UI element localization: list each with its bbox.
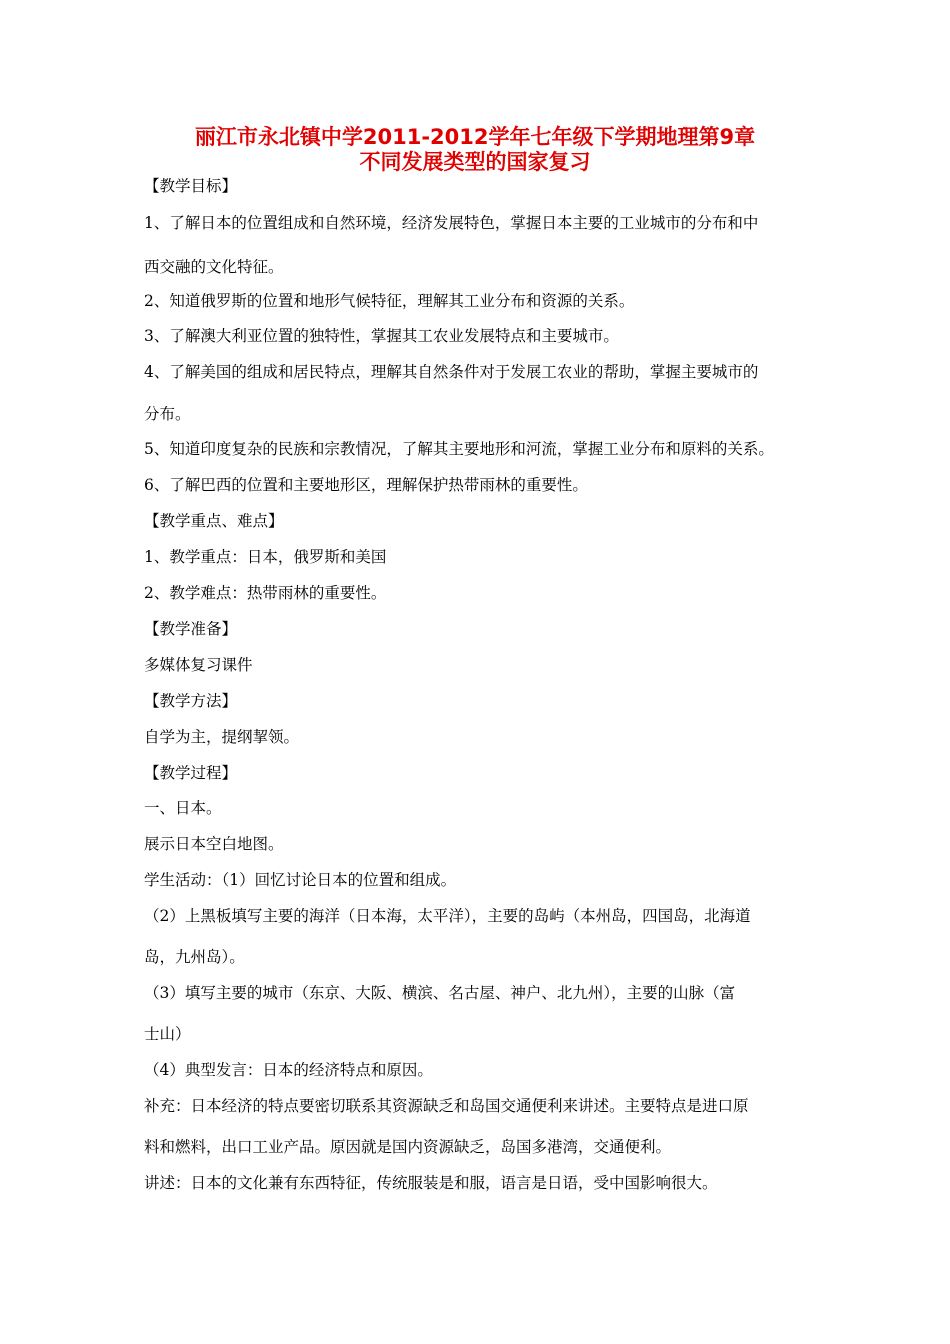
key-point-2: 2、教学难点：热带雨林的重要性。 (144, 584, 387, 602)
methods-text: 自学为主，提纲挈领。 (144, 728, 300, 746)
process-student-activity: 学生活动：（1）回忆讨论日本的位置和组成。 (144, 871, 457, 889)
section-heading-key-points: 【教学重点、难点】 (144, 512, 284, 530)
process-activity-3-continued: 士山） (144, 1025, 191, 1043)
objective-1-continued: 西交融的文化特征。 (144, 258, 284, 276)
lecture-text: 讲述：日本的文化兼有东西特征，传统服装是和服，语言是日语，受中国影响很大。 (144, 1174, 718, 1192)
process-step-map: 展示日本空白地图。 (144, 835, 284, 853)
objective-6: 6、了解巴西的位置和主要地形区，理解保护热带雨林的重要性。 (144, 476, 588, 494)
section-heading-preparation: 【教学准备】 (144, 620, 238, 638)
objective-3: 3、了解澳大利亚位置的独特性，掌握其工农业发展特点和主要城市。 (144, 327, 619, 345)
preparation-text: 多媒体复习课件 (144, 656, 253, 674)
supplement-text: 补充：日本经济的特点要密切联系其资源缺乏和岛国交通便利来讲述。主要特点是进口原 (144, 1097, 749, 1115)
section-heading-objectives: 【教学目标】 (144, 177, 238, 195)
section-heading-methods: 【教学方法】 (144, 692, 238, 710)
key-point-1: 1、教学重点：日本，俄罗斯和美国 (144, 548, 387, 566)
process-activity-2-continued: 岛，九州岛）。 (144, 948, 245, 966)
document-title-line-2: 不同发展类型的国家复习 (359, 150, 591, 174)
section-heading-process: 【教学过程】 (144, 764, 238, 782)
process-activity-4: （4）典型发言：日本的经济特点和原因。 (144, 1061, 433, 1079)
supplement-text-continued: 料和燃料，出口工业产品。原因就是国内资源缺乏，岛国多港湾，交通便利。 (144, 1138, 672, 1156)
process-japan-heading: 一、日本。 (144, 799, 222, 817)
objective-1: 1、了解日本的位置组成和自然环境，经济发展特色，掌握日本主要的工业城市的分布和中 (144, 214, 759, 232)
document-title-line-1: 丽江市永北镇中学2011-2012学年七年级下学期地理第9章 (194, 125, 756, 149)
objective-2: 2、知道俄罗斯的位置和地形气候特征，理解其工业分布和资源的关系。 (144, 292, 635, 310)
objective-4-continued: 分布。 (144, 405, 191, 423)
process-activity-2: （2）上黑板填写主要的海洋（日本海，太平洋），主要的岛屿（本州岛，四国岛，北海道 (144, 907, 751, 925)
objective-5: 5、知道印度复杂的民族和宗教情况，了解其主要地形和河流，掌握工业分布和原料的关系。 (144, 440, 774, 458)
objective-4: 4、了解美国的组成和居民特点，理解其自然条件对于发展工农业的帮助，掌握主要城市的 (144, 363, 759, 381)
process-activity-3: （3）填写主要的城市（东京、大阪、横滨、名古屋、神户、北九州），主要的山脉（富 (144, 984, 736, 1002)
